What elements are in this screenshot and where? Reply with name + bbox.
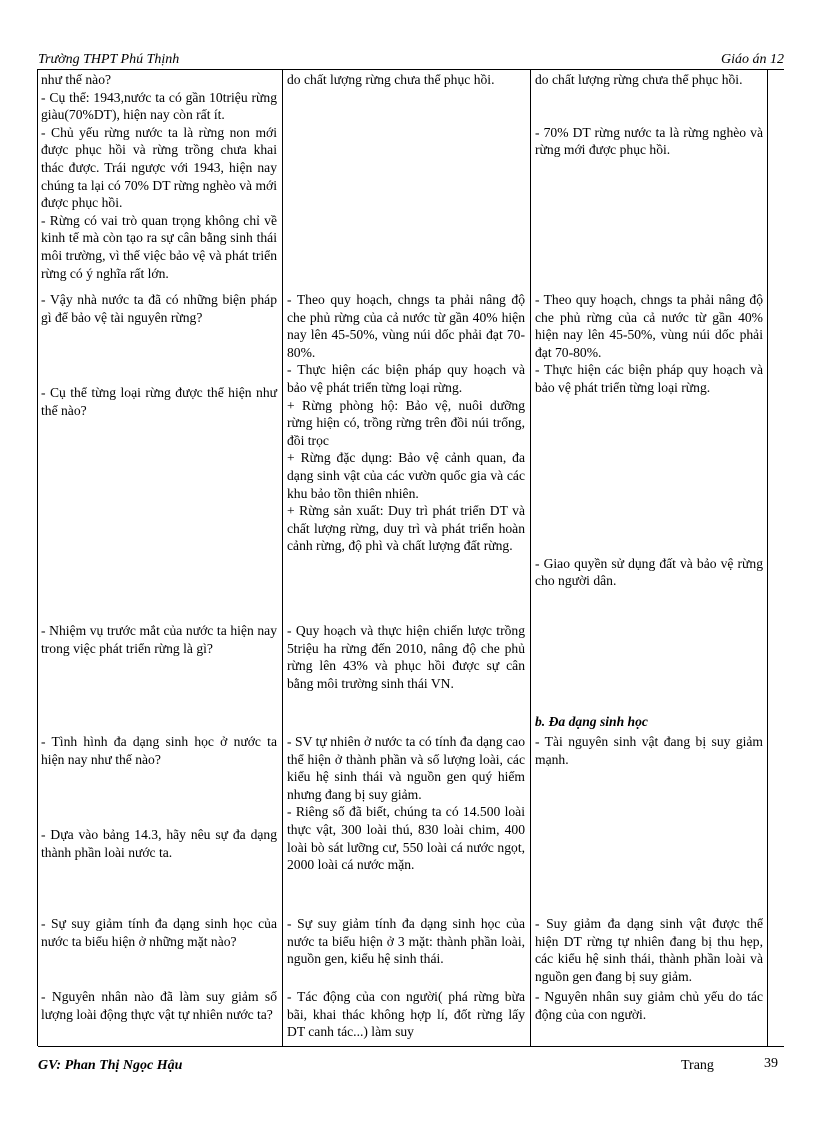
- cell-paragraph: - Dựa vào bảng 14.3, hãy nêu sự đa dạng thành phần loài nước ta.: [41, 827, 277, 860]
- cell-paragraph: + Rừng đặc dụng: Bảo vệ cảnh quan, đa dạng sinh vật của các vườn quốc gia và các khu bảo tồn thiên nhiên.: [287, 450, 525, 501]
- cell-paragraph: - Chủ yếu rừng nước ta là rừng non mới được phục hồi và rừng trồng chưa khai thác được. Trái ngược với 1943, hiện nay chúng ta lại có 70% DT rừng nghèo và mới được phục hồi.: [41, 124, 277, 211]
- section-heading: b. Đa dạng sinh học: [535, 714, 648, 729]
- cell-paragraph: như thế nào?: [41, 72, 112, 87]
- cell-paragraph: - Nhiệm vụ trước mắt của nước ta hiện nay trong việc phát triển rừng là gì?: [41, 623, 277, 656]
- cell-paragraph: - Suy giảm đa dạng sinh vật được thể hiện DT rừng tự nhiên đang bị thu hẹp, các kiểu hệ sinh thái, thành phần loài và nguồn gen đang bị suy giảm.: [535, 916, 763, 984]
- student-answer-cell: [287, 915, 525, 968]
- cell-paragraph: - SV tự nhiên ở nước ta có tính đa dạng cao thể hiện ở thành phần và số lượng loài, các kiểu hệ sinh thái và nguồn gen quý hiếm nhưng đang bị suy giảm.: [287, 734, 525, 802]
- subject-label: Giáo án 12: [721, 52, 784, 67]
- cell-paragraph: - Nguyên nhân nào đã làm suy giảm số lượng loài động thực vật tự nhiên nước ta?: [41, 989, 277, 1022]
- teacher-question-cell: [41, 988, 277, 1023]
- content-cell: [535, 988, 763, 1023]
- cell-paragraph: - Riêng số đã biết, chúng ta có 14.500 loài thực vật, 300 loài thú, 830 loài chim, 400 loài bò sát lưỡng cư, 550 loài cá nước ngọt, 2000 loài cá nước mặn.: [287, 804, 525, 873]
- teacher-question-cell: [41, 915, 277, 950]
- cell-paragraph: - Quy hoạch và thực hiện chiến lược trồng 5triệu ha rừng đến 2010, nâng độ che phủ rừng lên 43% và phục hồi được sự cân bằng môi trường sinh thái VN.: [287, 623, 525, 691]
- cell-paragraph: - Thực hiện các biện pháp quy hoạch và bảo vệ phát triển từng loại rừng.: [535, 362, 763, 395]
- cell-paragraph: + Rừng phòng hộ: Bảo vệ, nuôi dưỡng rừng hiện có, trồng rừng trên đồi núi trống, đồi trọc: [287, 397, 525, 448]
- cell-paragraph: - Tài nguyên sinh vật đang bị suy giảm mạnh.: [535, 734, 763, 767]
- content-cell: [535, 71, 763, 159]
- cell-paragraph: - Tác động của con người( phá rừng bừa bãi, khai thác không hợp lí, đốt rừng lấy DT canh tác...) làm suy: [287, 989, 525, 1040]
- cell-paragraph: - Theo quy hoạch, chngs ta phải nâng độ che phủ rừng của cả nước từ gần 40% hiện nay lên 45-50%, vùng núi dốc phải đạt 70-80%.: [287, 292, 525, 360]
- cell-paragraph: do chất lượng rừng chưa thể phục hồi.: [535, 72, 743, 87]
- column-divider: [530, 69, 531, 1046]
- cell-paragraph: - Sự suy giảm tính đa dạng sinh học của nước ta biểu hiện ở 3 mặt: thành phần loài, nguồn gen, kiểu hệ sinh thái.: [287, 916, 525, 967]
- cell-paragraph: - Vậy nhà nước ta đã có những biện pháp gì để bảo vệ tài nguyên rừng?: [41, 292, 277, 325]
- page-number: 39: [764, 1056, 778, 1071]
- student-answer-cell: [287, 988, 525, 1041]
- cell-paragraph: - Thực hiện các biện pháp quy hoạch và bảo vệ phát triển từng loại rừng.: [287, 362, 525, 395]
- student-answer-cell: [287, 733, 525, 874]
- content-cell: [535, 733, 763, 768]
- cell-paragraph: - Cụ thể: 1943,nước ta có gần 10triệu rừng giàu(70%DT), hiện nay còn rất ít.: [41, 89, 277, 123]
- page-footer: [38, 1046, 784, 1073]
- teacher-question-cell: [41, 291, 277, 419]
- student-answer-cell: [287, 71, 525, 89]
- cell-paragraph: - Tình hình đa dạng sinh học ở nước ta hiện nay như thế nào?: [41, 734, 277, 767]
- page-label: Trang: [681, 1058, 714, 1073]
- cell-paragraph: - Cụ thể từng loại rừng được thể hiện như thế nào?: [41, 385, 277, 418]
- cell-paragraph: do chất lượng rừng chưa thể phục hồi.: [287, 72, 495, 87]
- student-answer-cell: [287, 291, 525, 555]
- cell-paragraph: - Nguyên nhân suy giảm chủ yếu do tác động của con người.: [535, 989, 763, 1022]
- cell-paragraph: - Sự suy giảm tính đa dạng sinh học của nước ta biểu hiện ở những mặt nào?: [41, 916, 277, 949]
- content-cell: [535, 713, 763, 731]
- column-divider: [282, 69, 283, 1046]
- teacher-question-cell: [41, 71, 277, 282]
- cell-paragraph: - Theo quy hoạch, chngs ta phải nâng độ che phủ rừng của cả nước từ gần 40% hiện nay lên 45-50%, vùng núi dốc phải đạt 70-80%.: [535, 292, 763, 360]
- teacher-question-cell: [41, 733, 277, 861]
- cell-paragraph: - Giao quyền sử dụng đất và bảo vệ rừng cho người dân.: [535, 555, 763, 589]
- teacher-name: GV: Phan Thị Ngọc Hậu: [38, 1058, 183, 1073]
- content-cell: [535, 291, 763, 590]
- page-header: [38, 51, 784, 70]
- student-answer-cell: [287, 622, 525, 692]
- cell-paragraph: - 70% DT rừng nước ta là rừng nghèo và rừng mới được phục hồi.: [535, 124, 763, 158]
- lesson-table: [37, 69, 768, 1046]
- cell-paragraph: - Rừng có vai trò quan trọng không chỉ về kinh tế mà còn tạo ra sự cân bằng sinh thái môi trường, vì thế việc bảo vệ và phát triển rừng có ý nghĩa rất lớn.: [41, 212, 277, 281]
- cell-paragraph: + Rừng sản xuất: Duy trì phát triển DT và chất lượng rừng, duy trì và phát triển hoàn cảnh rừng, độ phì và chất lượng đất rừng.: [287, 503, 525, 554]
- content-cell: [535, 915, 763, 985]
- school-name: Trường THPT Phú Thịnh: [38, 52, 180, 67]
- teacher-question-cell: [41, 622, 277, 657]
